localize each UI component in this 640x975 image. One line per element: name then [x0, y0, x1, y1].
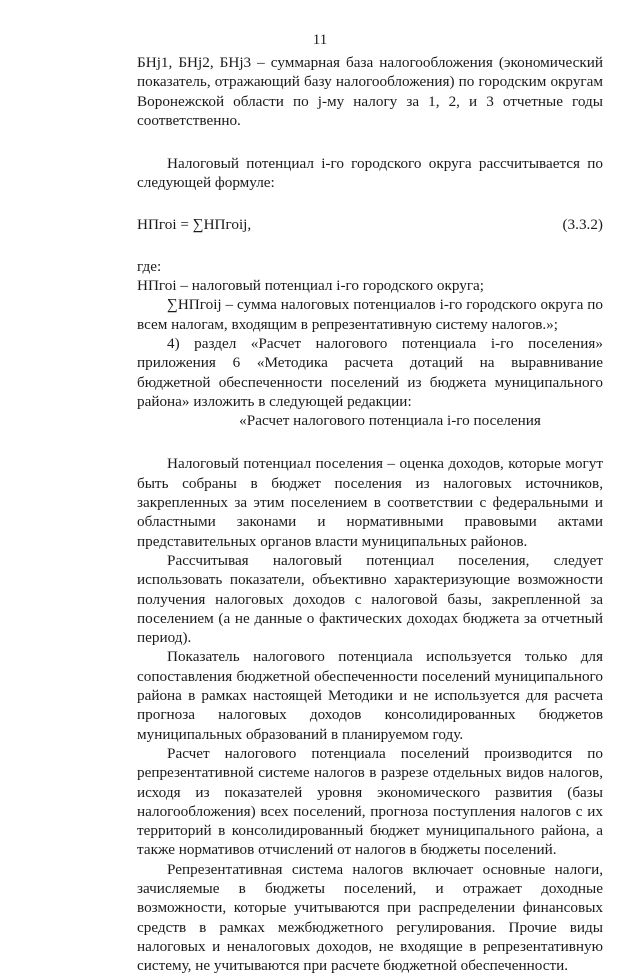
item-4-paragraph: 4) раздел «Расчет налогового потенциала i-го поселения» приложения 6 «Методика расчета дотаций на выравнивание бюджетной обеспеченности поселений из бюджета муниципального района» изложить в следующей редакции: — [137, 334, 603, 410]
formula: НПгоi = ∑НПгоij, — [137, 215, 252, 233]
body-paragraph-1: Налоговый потенциал поселения – оценка доходов, которые могут быть собраны в бюджет поселения из налоговых источников, закрепленных за этим поселением в соответствии с федеральными и областными законами и нормативными правовыми актами представительных органов власти муниципальных районов. — [137, 455, 603, 550]
formula-row — [137, 215, 603, 235]
page-body — [137, 53, 603, 975]
definition-paragraph: БНj1, БНj2, БНj3 – суммарная база налогообложения (экономический показатель, отражающий базу налогообложения) по городским округам Воронежской области по j-му налогу за 1, 2, и 3 отчетные годы соответственно. — [137, 54, 603, 129]
definition-npgo: НПгоi – налоговый потенциал i-го городского округа; — [137, 277, 485, 295]
page-number: 11 — [312, 32, 328, 48]
where-label: где: — [137, 257, 162, 275]
formula-intro-paragraph: Налоговый потенциал i-го городского округа рассчитывается по следующей формуле: — [137, 155, 603, 192]
section-heading: «Расчет налогового потенциала i-го поселения — [239, 412, 541, 430]
body-paragraph-2: Рассчитывая налоговый потенциал поселения, следует использовать показатели, объективно характеризующие возможности получения налоговых доходов с налоговой базы, закрепленной за поселением (а не данные о фактических доходах бюджета за отчетный период). — [137, 551, 603, 647]
body-paragraph-5: Репрезентативная система налогов включает основные налоги, зачисляемые в бюджеты поселений, и отражает доходные возможности, которые учитываются при распределении финансовых средств в рамках межбюджетного регулирования. Прочие виды налоговых и неналоговых доходов, не входящие в репрезентативную систему, не учитываются при расчете бюджетной обеспеченности. — [137, 860, 603, 975]
definition-sum: ∑НПгоij – сумма налоговых потенциалов i-го городского округа по всем налогам, входящим в репрезентативную систему налогов.»; — [137, 296, 603, 333]
body-paragraph-3: Показатель налогового потенциала используется только для сопоставления бюджетной обеспеченности поселений муниципального района в рамках настоящей Методики и не используется для расчета прогноза налоговых доходов консолидированных бюджетов муниципальных образований в планируемом году. — [137, 648, 603, 743]
body-paragraph-4: Расчет налогового потенциала поселений производится по репрезентативной системе налогов в разрезе отдельных видов налогов, исходя из показателей уровня экономического развития (базы налогообложения) всех поселений, прогноза поступления налогов с их территорий в консолидированный бюджет муниципального района, а также нормативов отчислений от налогов в бюджеты поселений. — [137, 744, 603, 859]
formula-number: (3.3.2) — [562, 215, 603, 233]
